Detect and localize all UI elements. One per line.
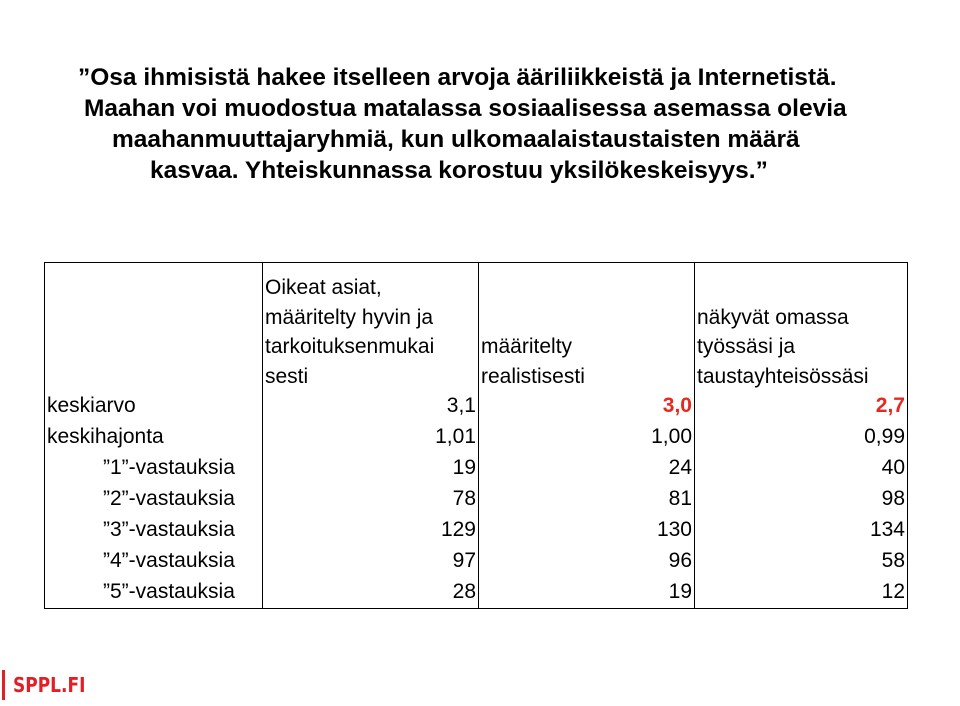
row-value: 130 — [479, 515, 695, 546]
row-value: 3,1 — [263, 391, 479, 422]
header-line: Oikeat asiat, — [265, 276, 382, 299]
table-row — [45, 484, 907, 515]
table-row — [45, 577, 907, 608]
row-value: 129 — [263, 515, 479, 546]
quote-line: Maahan voi muodostua matalassa sosiaalisessa asemassa olevia — [84, 95, 847, 122]
row-label: ”2”-vastauksia — [45, 484, 263, 515]
table-row — [45, 453, 907, 484]
row-value: 1,00 — [479, 422, 695, 453]
row-value: 81 — [479, 484, 695, 515]
header-line: taustayhteisössäsi — [697, 364, 869, 388]
row-value: 78 — [263, 484, 479, 515]
row-label: keskihajonta — [45, 422, 263, 453]
row-label: ”4”-vastauksia — [45, 546, 263, 577]
quote-line: maahanmuuttajaryhmiä, kun ulkomaalaistaustaisten määrä — [112, 126, 800, 153]
row-value-highlight: 3,0 — [479, 391, 695, 422]
row-value: 96 — [479, 546, 695, 577]
header-cell-empty — [45, 263, 263, 391]
row-value-highlight: 2,7 — [875, 394, 905, 417]
row-value: 19 — [263, 453, 479, 484]
header-line: realistisesti — [481, 364, 585, 388]
table-row — [45, 515, 907, 546]
row-label: ”1”-vastauksia — [45, 453, 263, 484]
table-row — [45, 391, 907, 422]
header-line: määritelty hyvin ja — [265, 305, 434, 329]
logo-text: SPPL.FI — [12, 673, 86, 697]
header-line: sesti — [265, 364, 309, 388]
row-label: ”5”-vastauksia — [45, 577, 263, 608]
header-cell-col1 — [263, 263, 479, 391]
row-value: 0,99 — [864, 425, 905, 448]
table-row — [45, 422, 907, 453]
row-value: 24 — [479, 453, 695, 484]
quote-line: ”Osa ihmisistä hakee itselleen arvoja ääriliikkeistä ja Internetistä. — [78, 64, 837, 91]
header-line: näkyvät omassa — [697, 305, 849, 329]
logo-bar-icon — [2, 670, 5, 700]
header-cell-col3 — [695, 263, 907, 391]
row-value: 12 — [881, 580, 905, 603]
row-value: 1,01 — [263, 422, 479, 453]
row-value: 134 — [869, 518, 905, 541]
row-label: keskiarvo — [45, 391, 263, 422]
row-value: 19 — [479, 577, 695, 608]
header-cell-col2 — [479, 263, 695, 391]
quote-line: kasvaa. Yhteiskunnassa korostuu yksilökeskeisyys.” — [150, 157, 768, 184]
statistics-table — [44, 262, 908, 609]
header-line: määritelty — [481, 335, 573, 358]
quote-text — [60, 62, 910, 186]
table-header-row — [45, 263, 907, 391]
row-label: ”3”-vastauksia — [45, 515, 263, 546]
header-line: tarkoituksenmukai — [265, 335, 435, 358]
sppl-logo — [2, 668, 98, 702]
table-row — [45, 546, 907, 577]
header-line: työssäsi ja — [697, 335, 796, 358]
row-value: 40 — [881, 456, 905, 479]
row-value: 58 — [881, 549, 905, 572]
row-value: 98 — [881, 487, 905, 510]
row-value: 97 — [263, 546, 479, 577]
row-value: 28 — [263, 577, 479, 608]
